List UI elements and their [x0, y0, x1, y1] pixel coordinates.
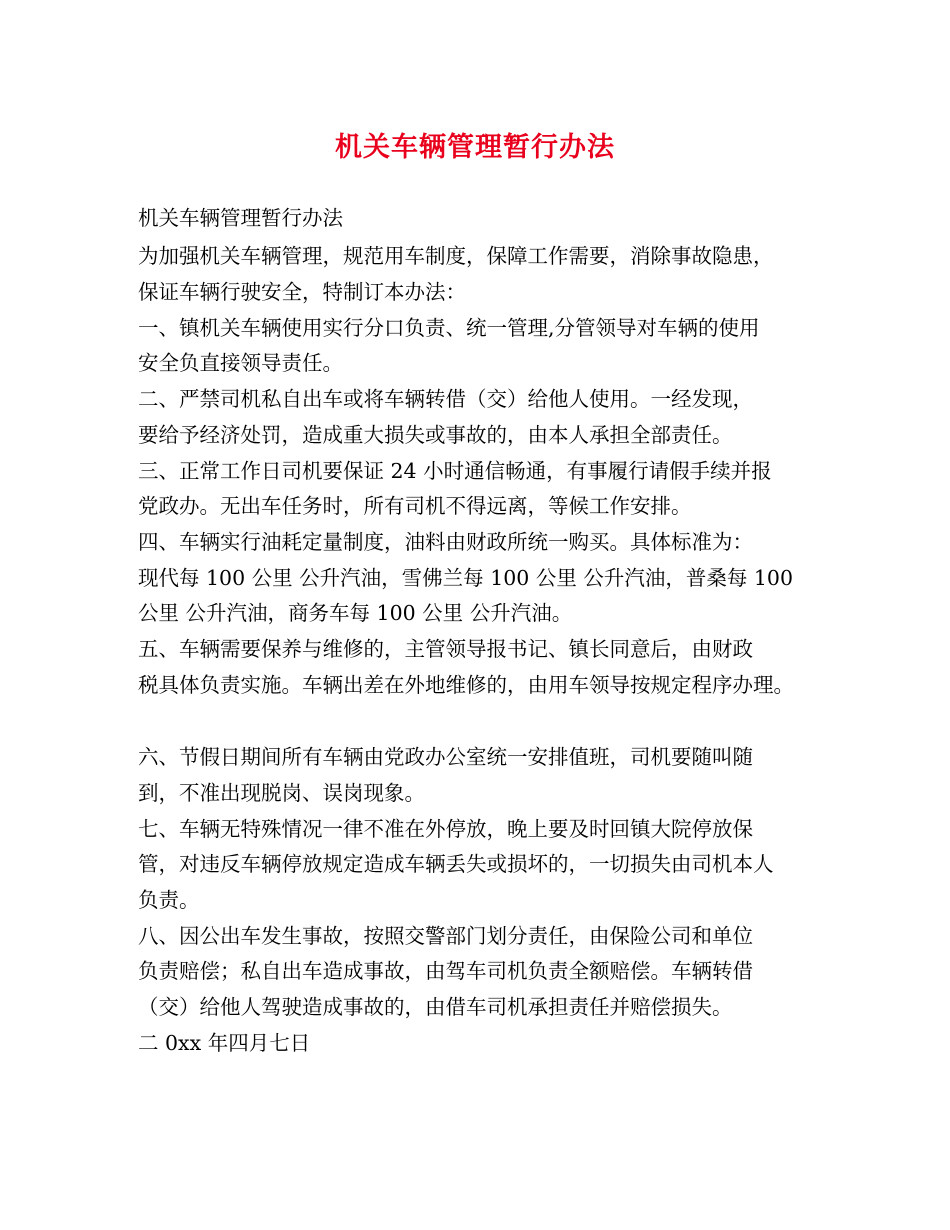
text-line: 六、节假日期间所有车辆由党政办公室统一安排值班，司机要随叫随 [138, 745, 753, 769]
text-line: 现代每 100 公里 公升汽油，雪佛兰每 100 公里 公升汽油，普桑每 100 [138, 566, 793, 590]
text-line: 党政办。无出车任务时，所有司机不得远离，等候工作安排。 [138, 494, 692, 518]
text-line: 七、车辆无特殊情况一律不准在外停放，晚上要及时回镇大院停放保 [138, 817, 753, 841]
text-line: 三、正常工作日司机要保证 24 小时通信畅通，有事履行请假手续并报 [138, 459, 772, 483]
text-line: （交）给他人驾驶造成事故的，由借车司机承担责任并赔偿损失。 [138, 995, 733, 1019]
text-line: 一、镇机关车辆使用实行分口负责、统一管理,分管领导对车辆的使用 [138, 316, 760, 340]
text-line: 为加强机关车辆管理，规范用车制度，保障工作需要，消除事故隐患， [138, 244, 774, 268]
text-line: 税具体负责实施。车辆出差在外地维修的，由用车领导按规定程序办理。 [138, 673, 794, 697]
text-line: 负责。 [138, 888, 200, 912]
text-line: 管，对违反车辆停放规定造成车辆丢失或损坏的，一切损失由司机本人 [138, 852, 774, 876]
text-line: 负责赔偿；私自出车造成事故，由驾车司机负责全额赔偿。车辆转借 [138, 959, 753, 983]
text-line: 保证车辆行驶安全，特制订本办法： [138, 280, 466, 304]
text-line: 安全负直接领导责任。 [138, 351, 343, 375]
text-line: 机关车辆管理暂行办法 [138, 206, 343, 230]
text-line: 五、车辆需要保养与维修的，主管领导报书记、镇长同意后，由财政 [138, 637, 753, 661]
text-line: 二、严禁司机私自出车或将车辆转借（交）给他人使用。一经发现， [138, 387, 753, 411]
text-line: 公里 公升汽油，商务车每 100 公里 公升汽油。 [138, 601, 573, 625]
text-line: 二 0xx 年四月七日 [138, 1031, 311, 1055]
text-line: 四、车辆实行油耗定量制度，油料由财政所统一购买。具体标准为： [138, 530, 753, 554]
text-line: 八、因公出车发生事故，按照交警部门划分责任，由保险公司和单位 [138, 924, 753, 948]
text-line: 到，不准出现脱岗、误岗现象。 [138, 781, 425, 805]
text-line: 要给予经济处罚，造成重大损失或事故的，由本人承担全部责任。 [138, 423, 733, 447]
document-title: 机关车辆管理暂行办法 [335, 132, 615, 163]
